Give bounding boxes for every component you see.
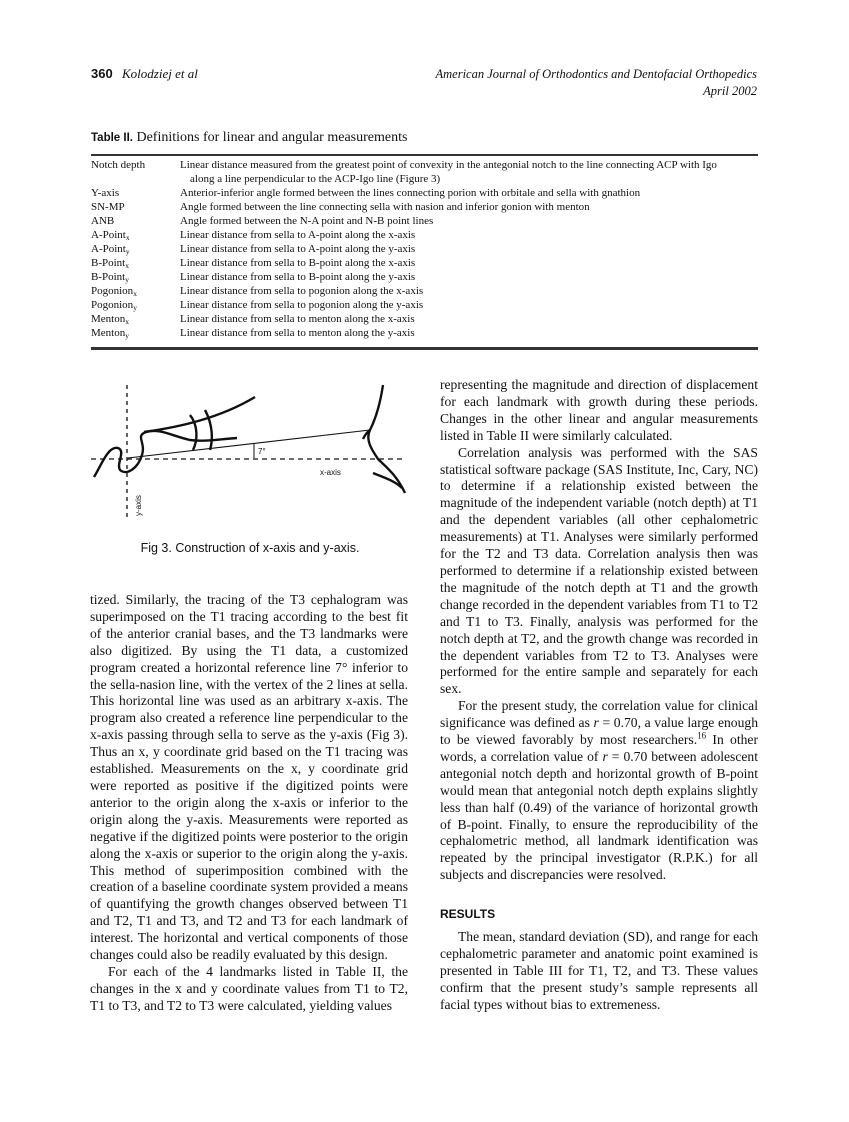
definitions-table (91, 158, 758, 340)
definition: Linear distance from sella to pogonion along the x-axis (180, 285, 424, 297)
term: SN-MP (91, 201, 125, 213)
term-subscript: y (125, 247, 130, 256)
term: Menton (91, 327, 126, 339)
body-paragraph: tized. Similarly, the tracing of the T3 cephalogram was superimposed on the T1 tracing according to the best fit of the anterior cranial bases, and the T3 landmarks were also digitized. By using the T1 data, a customized program created a horizontal reference line 7° inferior to the sella-nasion line, with the vertex of the 2 lines at sella. This horizontal line was used as an arbitrary x-axis. The program also created a reference line perpendicular to the x-axis passing through sella to serve as the y-axis (Fig 3). Thus an x, y coordinate grid based on the T1 tracing was established. Measurements on the x, y coordinate grid were reported as positive if the digitized points were anterior to the origin along the x-axis or inferior to the origin along the y-axis. Measurements were reported as negative if the digitized points were posterior to the origin along the x-axis or superior to the origin along the y-axis. This method of superimposition combined with the creation of a baseline coordinate system provided a means of quantifying the growth changes observed between T1 and T2, T1 and T3, and T2 and T3 for each landmark of interest. The horizontal and vertical components of those changes could also be readily evaluated by this design. (90, 592, 408, 963)
term-cell (91, 256, 180, 270)
term-cell (91, 228, 180, 242)
term-subscript: y (133, 303, 137, 312)
table-row (91, 242, 758, 256)
definition-cell (180, 270, 758, 284)
term: A-Point (91, 229, 126, 241)
body-paragraph: The mean, standard deviation (SD), and range for each cephalometric parameter and anatomic point examined is presented in Table III for T1, T2, and T3. These values confirm that the present study’s sample represents all facial types without bias to extremeness. (440, 929, 758, 1012)
table-row (91, 256, 758, 270)
term: Notch depth (91, 159, 146, 171)
definition-cell (180, 242, 758, 256)
issue-date: April 2002 (703, 84, 757, 98)
term: B-Point (91, 257, 126, 269)
definition: Linear distance from sella to B-point along the x-axis (180, 257, 416, 269)
term-cell (91, 158, 180, 186)
body-paragraph (440, 698, 758, 884)
term-cell (91, 326, 180, 340)
term: Pogonion (91, 299, 134, 311)
left-column (90, 592, 408, 1015)
running-authors: Kolodziej et al (122, 66, 198, 81)
term: Menton (91, 313, 126, 325)
text-span: In other words, a correlation value of (440, 732, 758, 764)
body-paragraph: For each of the 4 landmarks listed in Table II, the changes in the x and y coordinate values from T1 to T2, T1 to T3, and T2 to T3 were calculated, yielding values (90, 963, 408, 1013)
table-top-rule (91, 154, 758, 156)
term-cell (91, 214, 180, 228)
table-row (91, 326, 758, 340)
text-span: = 0.70 between adolescent antegonial notch depth and horizontal growth of B-point would mean that antegonial notch depth explains slightly less than half (0.49) of the variance of horizontal growth of B-point. Finally, to ensure the reproducibility of the cephalometric method, all landmark identification was repeated by the principal investigator (R.P.K.) for all subjects and discrepancies were resolved. (440, 748, 758, 883)
definition-cell (180, 256, 758, 270)
table-row (91, 200, 758, 214)
journal-header (436, 66, 758, 100)
table-caption (91, 130, 407, 146)
term-subscript: x (125, 233, 130, 242)
figure-caption-text: Construction of x-axis and y-axis. (175, 541, 360, 555)
table-label: Table II. (91, 132, 133, 144)
term-subscript: y (125, 331, 129, 340)
term: Y-axis (91, 187, 120, 199)
table-row (91, 214, 758, 228)
figure-label: Fig 3. (140, 541, 172, 555)
variable-r: r (602, 748, 608, 764)
table-row (91, 228, 758, 242)
x-axis-label: x-axis (320, 468, 341, 477)
table-title: Definitions for linear and angular measurements (136, 130, 408, 145)
text-span: For the present study, the correlation value for clinical significance was defined as (440, 698, 758, 731)
definition-cell (180, 284, 758, 298)
term: A-Point (91, 243, 126, 255)
journal-name: American Journal of Orthodontics and Dentofacial Orthopedics (435, 67, 757, 81)
definition-cell (180, 298, 758, 312)
y-axis-label: y-axis (134, 495, 143, 516)
facial-profile (368, 385, 405, 493)
definition-cell (180, 228, 758, 242)
term-cell (91, 284, 180, 298)
page-number: 360 (91, 66, 113, 81)
right-column (440, 377, 758, 1014)
term-cell (91, 186, 180, 200)
term: ANB (91, 215, 115, 227)
definition: Angle formed between the N-A point and N-B point lines (180, 215, 434, 227)
definition: Linear distance from sella to A-point along the x-axis (180, 229, 416, 241)
table-row (91, 284, 758, 298)
term: Pogonion (91, 285, 134, 297)
table-bottom-rule (91, 347, 758, 350)
definition-cell (180, 186, 758, 200)
term-subscript: x (133, 289, 137, 298)
body-paragraph: Correlation analysis was performed with the SAS statistical software package (SAS Institute, Inc, Cary, NC) to determine if a relationship existed between the magnitude of the independent variable (notch depth) at T1 and the dependent variables (all other cephalometric measurements) at T1. Analyses were similarly performed for the T2 and T3 data. Correlation analysis then was performed to determine if a relationship existed between the magnitude of the notch depth at T1 and the growth change recorded in the dependent variables from T1 to T2 and T1 to T3. Finally, analysis was performed for the notch depth at T2, and the growth change was recorded in the dependent variables from T2 to T3. Analyses were performed for the entire sample and separately for each sex. (440, 444, 758, 697)
term: B-Point (91, 271, 126, 283)
section-heading-results: RESULTS (440, 907, 496, 922)
reference-citation: 16 (697, 730, 707, 741)
table-row (91, 158, 758, 186)
angle-label: 7° (258, 447, 266, 456)
definition: Angle formed between the line connecting sella with nasion and inferior gonion with menton (180, 201, 590, 213)
definition-continued: along a line perpendicular to the ACP-Igo line (Figure 3) (190, 173, 441, 185)
term-cell (91, 200, 180, 214)
definition: Linear distance from sella to B-point along the y-axis (180, 271, 416, 283)
figure-caption (90, 541, 410, 555)
definition: Linear distance from sella to A-point along the y-axis (180, 243, 416, 255)
term-cell (91, 270, 180, 284)
cranial-base-curve (144, 397, 255, 432)
term-cell (91, 298, 180, 312)
orbit-line-1 (190, 415, 196, 450)
definition-cell (180, 214, 758, 228)
definition-cell (180, 158, 758, 186)
definition: Linear distance measured from the greatest point of convexity in the antegonial notch to the line connecting ACP with Igo (180, 159, 717, 171)
definition: Linear distance from sella to menton along the y-axis (180, 327, 415, 339)
table-row (91, 298, 758, 312)
definition: Anterior-inferior angle formed between the lines connecting porion with orbitale and sella with gnathion (180, 187, 641, 199)
body-paragraph: representing the magnitude and direction of displacement for each landmark with growth during these periods. Changes in the other linear and angular measurements listed in Table II were similarly calculated. (440, 377, 758, 443)
definition: Linear distance from sella to menton along the x-axis (180, 313, 415, 325)
term-cell (91, 312, 180, 326)
table-row (91, 270, 758, 284)
term-subscript: x (125, 261, 129, 270)
definition: Linear distance from sella to pogonion along the y-axis (180, 299, 424, 311)
text-span: = 0.70, a value large enough to be viewed favorably by most researchers. (440, 715, 758, 748)
term-subscript: x (125, 317, 129, 326)
definition-cell (180, 200, 758, 214)
table-row (91, 312, 758, 326)
figure-3-diagram (80, 360, 420, 540)
definition-cell (180, 312, 758, 326)
table-row (91, 186, 758, 200)
variable-r: r (593, 715, 599, 731)
term-cell (91, 242, 180, 256)
reference-line (128, 430, 370, 458)
term-subscript: y (125, 275, 129, 284)
definition-cell (180, 326, 758, 340)
